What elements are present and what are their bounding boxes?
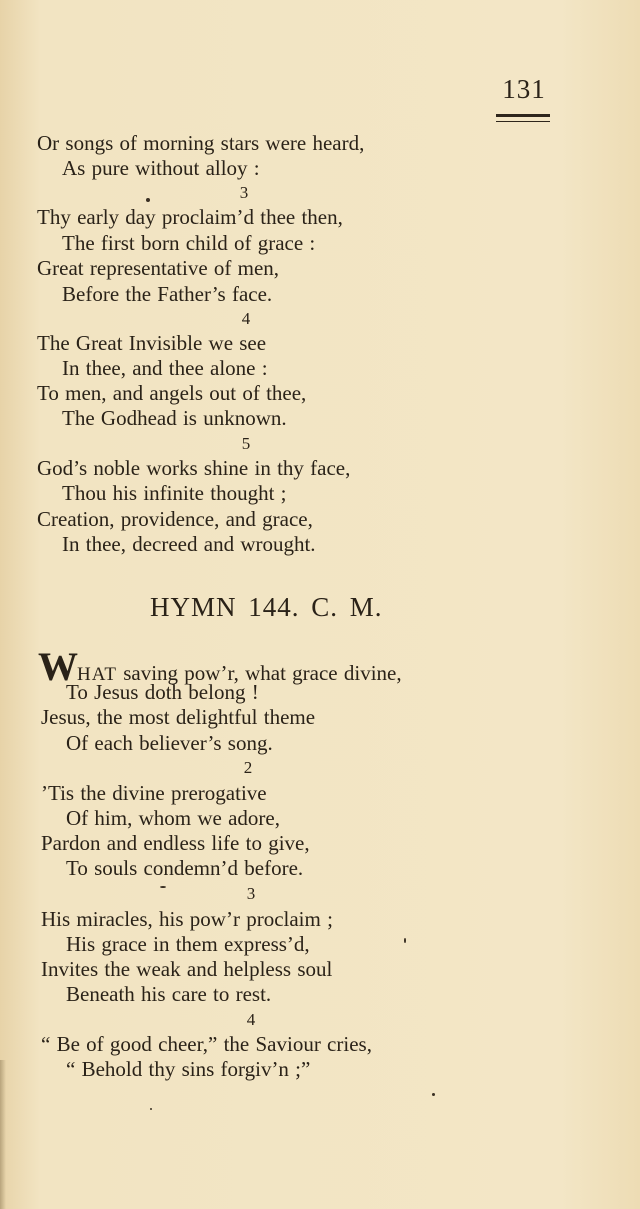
verse-line: To men, and angels out of thee,	[37, 381, 307, 405]
verse-line: His grace in them express’d,	[66, 932, 310, 956]
verse-line: The Great Invisible we see	[37, 331, 267, 355]
verse-line: ’Tis the divine prerogative	[41, 781, 267, 805]
verse-line: The first born child of grace :	[62, 231, 316, 255]
verse-line: “ Behold thy sins forgiv’n ;”	[66, 1057, 311, 1081]
verse-line: In thee, and thee alone :	[62, 356, 268, 380]
verse-line: Invites the weak and helpless soul	[41, 957, 333, 981]
verse-line: To Jesus doth belong !	[66, 680, 259, 704]
page-edge-shadow	[0, 1060, 6, 1209]
ink-speck	[432, 1093, 435, 1096]
stanza-number: 2	[243, 758, 253, 777]
stanza-number: 3	[246, 884, 256, 903]
verse-line: Thou his infinite thought ;	[62, 481, 287, 505]
verse-line: Thy early day proclaim’d thee then,	[37, 205, 343, 229]
verse-line: Beneath his care to rest.	[66, 982, 272, 1006]
verse-line: Jesus, the most delightful theme	[41, 705, 316, 729]
verse-line: Great representative of men,	[37, 256, 280, 280]
page-number: 131	[502, 74, 546, 104]
verse-line: Pardon and endless life to give,	[41, 831, 310, 855]
drop-cap: W	[38, 644, 77, 689]
verse-line: The Godhead is unknown.	[62, 406, 287, 430]
stanza-number: 3	[239, 183, 249, 202]
header-rule	[496, 114, 550, 117]
verse-line: Before the Father’s face.	[62, 282, 273, 306]
verse-line: Of him, whom we adore,	[66, 806, 280, 830]
verse-line: “ Be of good cheer,” the Saviour cries,	[41, 1032, 372, 1056]
verse-line: His miracles, his pow’r proclaim ;	[41, 907, 333, 931]
verse-line: Creation, providence, and grace,	[37, 507, 313, 531]
ink-speck	[160, 886, 166, 888]
stanza-number: 4	[241, 309, 251, 328]
stanza-number: 5	[241, 434, 251, 453]
hymn-title: HYMN 144. C. M.	[150, 592, 383, 622]
stanza-number: 4	[246, 1010, 256, 1029]
verse-line: God’s noble works shine in thy face,	[37, 456, 351, 480]
first-line-rest: saving pow’r, what grace divine,	[116, 661, 402, 685]
ink-speck	[150, 1108, 152, 1110]
verse-line: Of each believer’s song.	[66, 731, 273, 755]
verse-line: To souls condemn’d before.	[66, 856, 304, 880]
ink-speck	[404, 938, 406, 943]
first-word-smallcaps: HAT	[77, 664, 117, 685]
verse-line: As pure without alloy :	[62, 156, 260, 180]
header-rule-thin	[496, 121, 550, 122]
verse-line: In thee, decreed and wrought.	[62, 532, 316, 556]
verse-line: Or songs of morning stars were heard,	[37, 131, 365, 155]
ink-speck	[146, 198, 150, 202]
